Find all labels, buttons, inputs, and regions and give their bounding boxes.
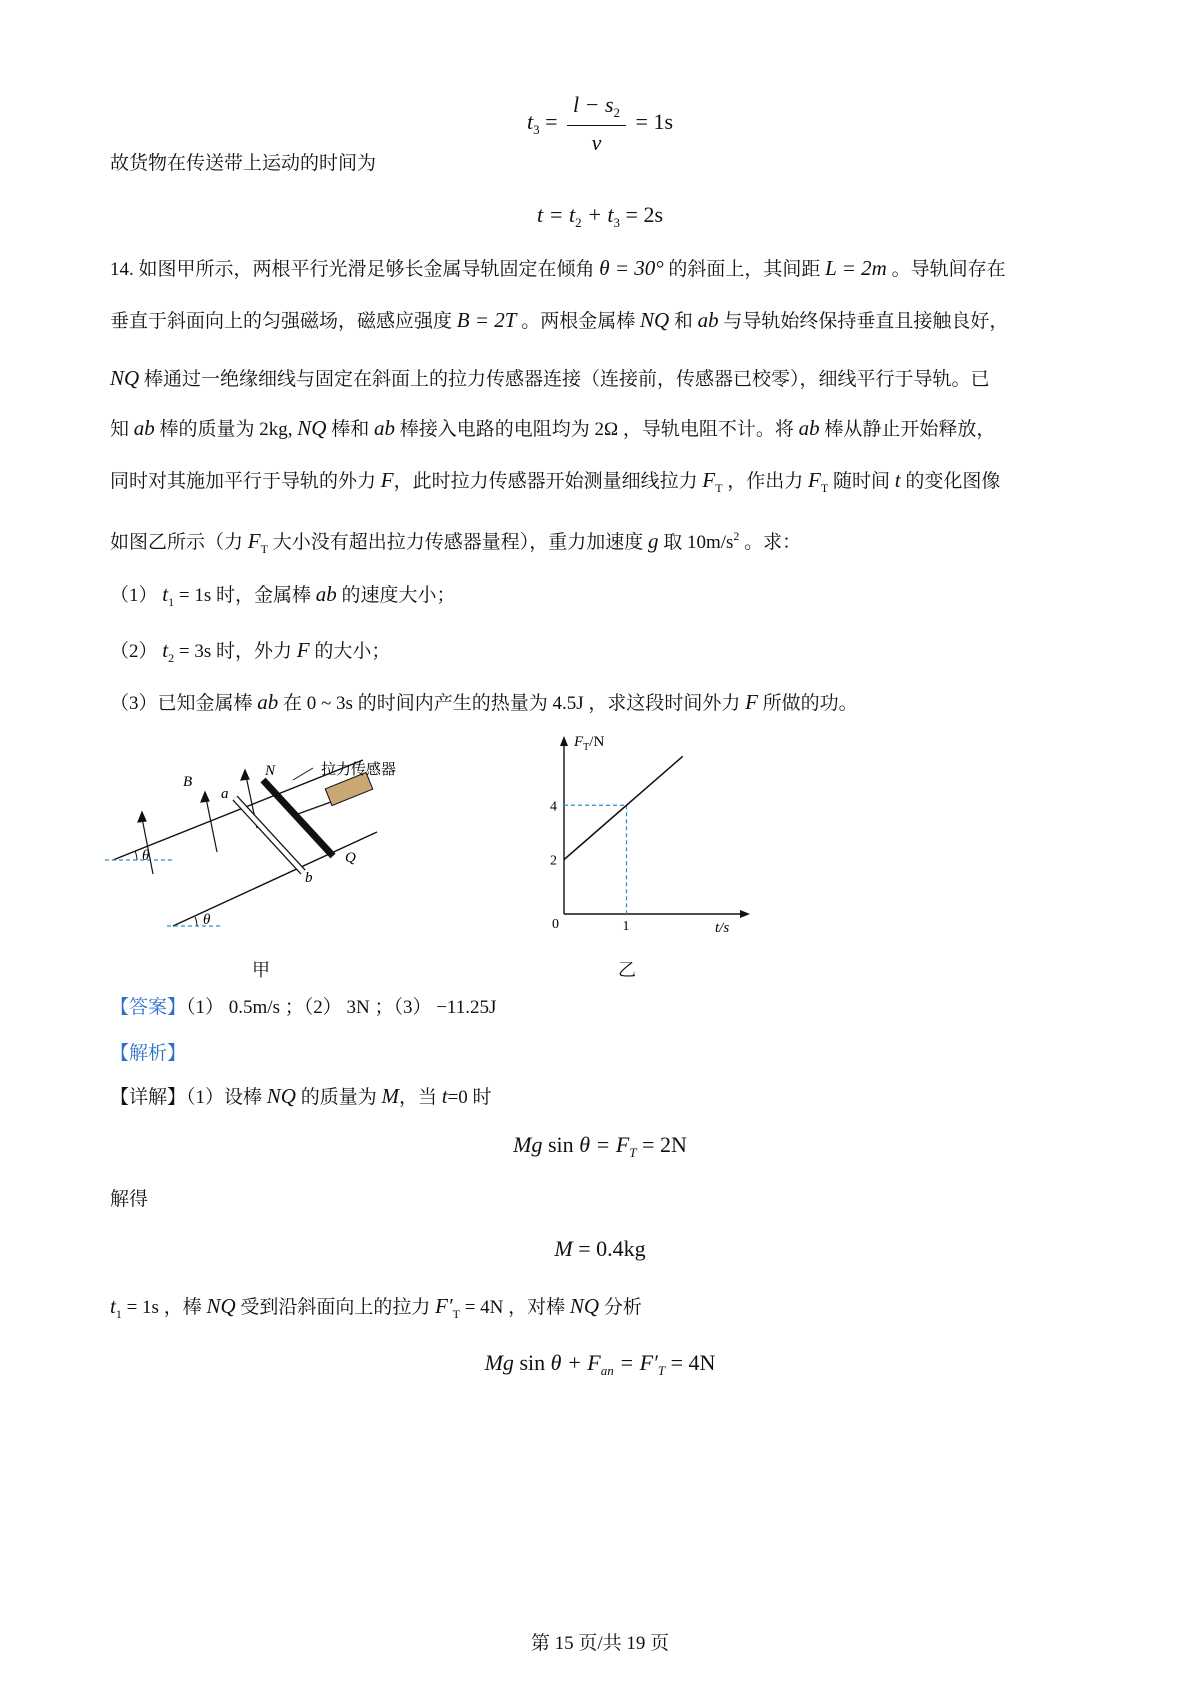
chart-origin-label: 0 bbox=[552, 917, 559, 932]
theta-label-upper: θ bbox=[142, 848, 150, 864]
question-3: （3）已知金属棒 ab 在 0 ~ 3s 的时间内产生的热量为 4.5J ，求这段时间外力 F 所做的功。 bbox=[110, 690, 858, 714]
chart-y-axis-arrow bbox=[560, 736, 568, 746]
problem-line-2: 垂直于斜面向上的匀强磁场，磁感应强度 B = 2T 。两根金属棒 NQ 和 ab 与导轨始终保持垂直且接触良好， bbox=[110, 308, 1009, 332]
equation-t: $t = t_2 + t_3 = 2s$ bbox=[536, 202, 663, 230]
analysis-tag: 【解析】 bbox=[110, 1043, 187, 1064]
caption-fig-a: 甲 bbox=[252, 960, 270, 980]
chart-y-tick-label: 2 bbox=[550, 853, 557, 869]
text-total-time: 故货物在传送带上运动的时间为 bbox=[110, 153, 377, 174]
label-N: N bbox=[265, 763, 276, 779]
angle-arc-lower bbox=[195, 917, 197, 926]
answer-tag: 【答案】 bbox=[110, 997, 187, 1018]
chart-series-line bbox=[564, 756, 683, 859]
theta-label-lower: θ bbox=[203, 912, 211, 928]
chart-force-time bbox=[530, 730, 760, 940]
label-B: B bbox=[183, 774, 193, 790]
equation-M: M = 0.4kg bbox=[554, 1236, 646, 1261]
problem-line-5: 同时对其施加平行于导轨的外力 F，此时拉力传感器开始测量细线拉力 $F_T$ ，作出力 $F_T$ 随时间 t 的变化图像 bbox=[110, 468, 1001, 495]
sensor-label-leader bbox=[293, 768, 313, 780]
angle-arc-upper bbox=[135, 851, 137, 860]
question-1: （1） $t_1 = 1s$ 时，金属棒 ab 的速度大小； bbox=[110, 582, 456, 609]
chart-x-tick-label: 1 bbox=[622, 919, 630, 934]
equation-t3: $t_3$ = $\frac{l - s_2}{v}$ = 1s bbox=[526, 92, 674, 155]
problem-line-3: NQ 棒通过一绝缘细线与固定在斜面上的拉力传感器连接（连接前，传感器已校零），细线平行于导轨。已 bbox=[110, 366, 990, 390]
figure-rails-diagram bbox=[95, 750, 425, 940]
detail-line: 【详解】（1）设棒 NQ 的质量为 M，当 t=0 时 bbox=[110, 1084, 492, 1108]
label-a: a bbox=[221, 786, 229, 802]
equation-mg-sin: Mg $\sin \theta = F_T = 2N$ bbox=[513, 1132, 687, 1160]
problem-line-4: 知 ab 棒的质量为 2kg, NQ 棒和 ab 棒接入电路的电阻均为 2Ω ，导轨电阻不计。将 ab 棒从静止开始释放， bbox=[110, 416, 996, 440]
text-solve: 解得 bbox=[110, 1189, 149, 1210]
fraction: $\frac{l - s_2}{v}$ bbox=[567, 92, 626, 156]
chart-x-axis-label: t/s bbox=[715, 920, 730, 936]
question-2: （2） $t_2 = 3s$ 时，外力 F 的大小； bbox=[110, 638, 391, 665]
chart-x-axis-arrow bbox=[740, 910, 750, 918]
chart-y-tick-label: 4 bbox=[550, 799, 557, 815]
thread bbox=[295, 802, 331, 815]
answer-line: 【答案】（1） 0.5m/s ；（2） 3N ；（3） −11.25J bbox=[110, 997, 497, 1018]
sensor-label: 拉力传感器 bbox=[321, 762, 397, 778]
chart-y-axis-label: $F_T/N$ bbox=[574, 734, 605, 753]
problem-line-1: 14. 如图甲所示，两根平行光滑足够长金属导轨固定在倾角 θ = 30° 的斜面上，其间距 L = 2m 。导轨间存在 bbox=[110, 256, 1006, 280]
problem-line-6: 如图乙所示（力 $F_T$ 大小没有超出拉力传感器量程），重力加速度 g 取 $10m/s^2$ 。求： bbox=[110, 529, 802, 556]
line-t1-analysis: $t_1 = 1s$ ，棒 NQ 受到沿斜面向上的拉力 $F'_T = 4N$ ，对棒 NQ 分析 bbox=[110, 1294, 642, 1321]
magnetic-field-arrows bbox=[138, 770, 257, 874]
label-Q: Q bbox=[345, 850, 356, 866]
page-footer: 第 15 页/共 19 页 bbox=[530, 1633, 670, 1654]
caption-fig-b: 乙 bbox=[618, 960, 636, 980]
equation-last: Mg $\sin \theta + F_{an} = F'_T = 4N$ bbox=[484, 1350, 716, 1378]
label-b: b bbox=[305, 870, 313, 886]
